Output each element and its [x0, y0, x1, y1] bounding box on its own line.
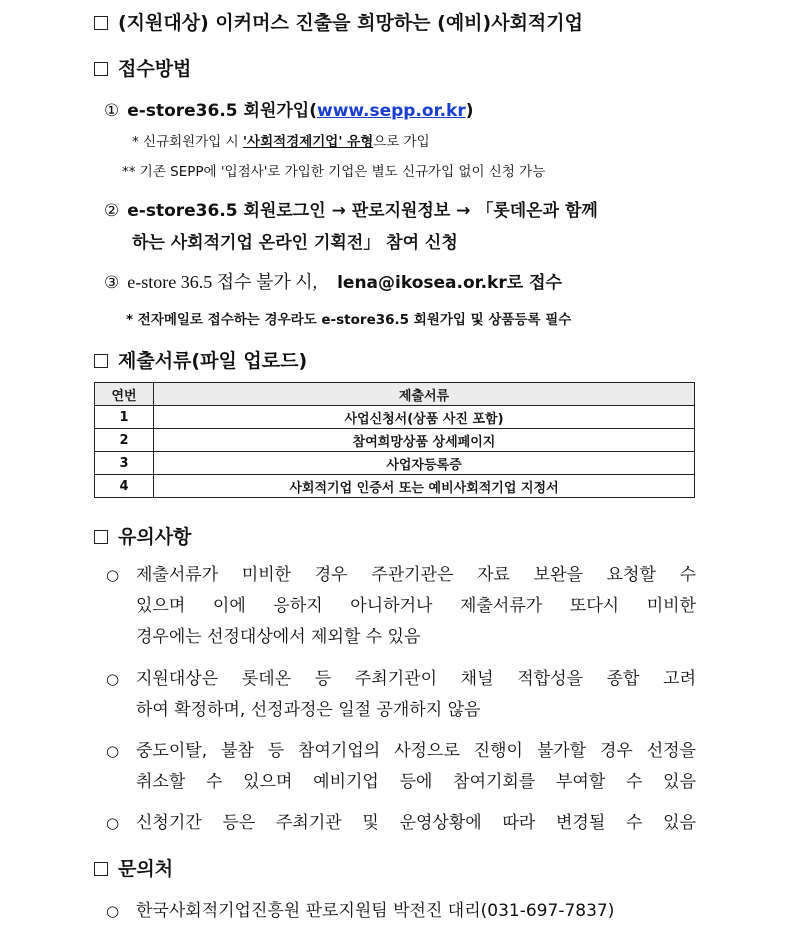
row-document: 사업자등록증 [154, 452, 695, 475]
notice-item: ○ 중도이탈, 불참 등 참여기업의 사정으로 진행이 불가할 경우 선정을 취소할 수 있으며 예비기업 등에 참여기회를 부여할 수 있음 [106, 736, 698, 798]
target-line: (지원대상) 이커머스 진출을 희망하는 (예비)사회적기업 [94, 8, 583, 35]
column-header-doc: 제출서류 [154, 383, 695, 406]
step-1-note-2: ** 기존 SEPP에 '입점사'로 가입한 기업은 별도 신규가입 없이 신청 가능 [122, 164, 546, 180]
circle-bullet-icon: ○ [106, 566, 120, 584]
table-row [95, 452, 695, 475]
contact-email: lena@ikosea.or.kr로 접수 [337, 273, 562, 293]
row-number: 2 [95, 429, 154, 452]
notice-item: ○ 지원대상은 롯데온 등 주최기관이 채널 적합성을 종합 고려 하여 확정하며, 선정과정은 일절 공개하지 않음 [106, 664, 698, 726]
contact-item [106, 896, 698, 927]
circle-bullet-icon: ○ [106, 902, 120, 920]
documents-table [94, 382, 695, 498]
row-number: 4 [95, 475, 154, 498]
table-row [95, 429, 695, 452]
checkbox-square-icon [94, 530, 108, 544]
step-marker: ③ [104, 273, 120, 293]
step-1: ① e-store36.5 회원가입(www.sepp.or.kr) [104, 101, 474, 121]
row-document: 사회적기업 인증서 또는 예비사회적기업 지정서 [154, 475, 695, 498]
checkbox-square-icon [94, 62, 108, 76]
checkbox-square-icon [94, 354, 108, 368]
checkbox-square-icon [94, 16, 108, 30]
circle-bullet-icon: ○ [106, 814, 120, 832]
step-1-note-1: * 신규회원가입 시 '사회적경제기업' 유형으로 가입 [132, 134, 430, 150]
notice-item: ○ 제출서류가 미비한 경우 주관기관은 자료 보완을 요청할 수 있으며 이에 응하지 아니하거나 제출서류가 또다시 미비한 경우에는 선정대상에서 제외할 수 있음 [106, 560, 698, 654]
row-document: 참여희망상품 상세페이지 [154, 429, 695, 452]
table-row [95, 406, 695, 429]
method-heading: 접수방법 [94, 54, 191, 81]
step-3: ③ e-store 36.5 접수 불가 시, lena@ikosea.or.kr로 접수 [104, 272, 562, 293]
notice-item: ○ 신청기간 등은 주최기관 및 운영상황에 따라 변경될 수 있음 [106, 808, 698, 839]
table-row [95, 475, 695, 498]
step-2-line-2: 하는 사회적기업 온라인 기획전」 참여 신청 [132, 233, 458, 253]
row-number: 3 [95, 452, 154, 475]
notes-heading: 유의사항 [94, 522, 191, 549]
checkbox-square-icon [94, 862, 108, 876]
column-header-no: 연번 [95, 383, 154, 406]
step-3-note: * 전자메일로 접수하는 경우라도 e-store36.5 회원가입 및 상품등록 필수 [126, 312, 572, 328]
table-header-row [95, 383, 695, 406]
contact-heading: 문의처 [94, 854, 173, 881]
circle-bullet-icon: ○ [106, 670, 120, 688]
step-marker: ② [104, 201, 120, 221]
step-2: ② e-store36.5 회원로그인 → 판로지원정보 → 「롯데온과 함께 [104, 201, 598, 221]
row-number: 1 [95, 406, 154, 429]
documents-heading: 제출서류(파일 업로드) [94, 346, 307, 373]
sepp-link[interactable]: www.sepp.or.kr [317, 101, 466, 121]
contact-text: 한국사회적기업진흥원 판로지원팀 박전진 대리(031-697-7837) [136, 901, 615, 921]
step-marker: ① [104, 101, 120, 121]
row-document: 사업신청서(상품 사진 포함) [154, 406, 695, 429]
circle-bullet-icon: ○ [106, 742, 120, 760]
